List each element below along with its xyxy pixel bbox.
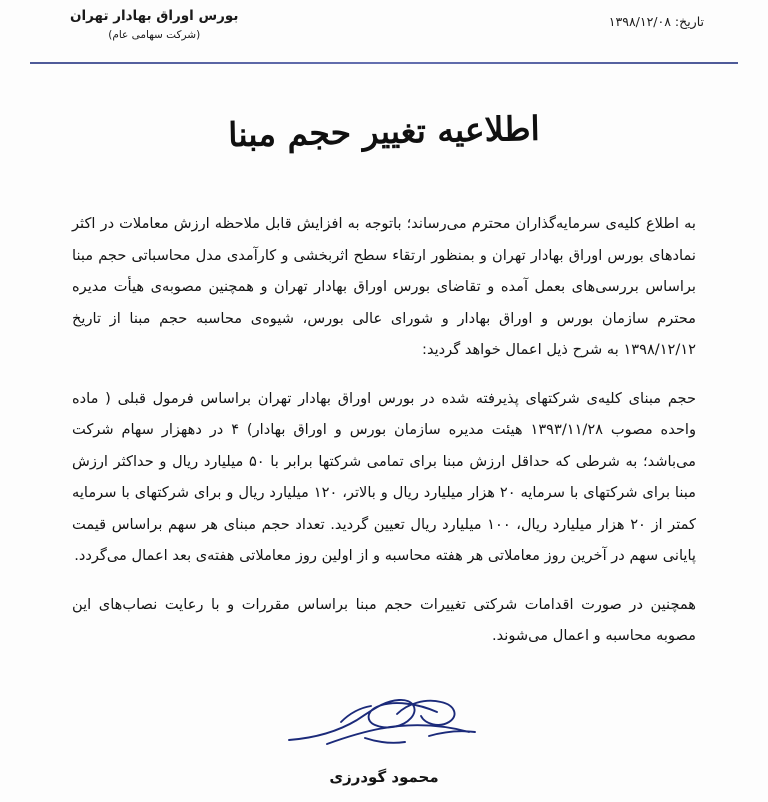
handwritten-signature-icon (0, 692, 768, 758)
document-date: تاریخ: ۱۳۹۸/۱۲/۰۸ (608, 14, 704, 29)
document-header (0, 0, 768, 62)
paragraph-2: حجم مبنای کلیه‌ی شرکتهای پذیرفته شده در بورس اوراق بهادار تهران براساس فرمول قبلی ( ماده واحده مصوب ۱۳۹۳/۱۱/۲۸ هیئت مدیره سازمان بورس و اوراق بهادار) ۴ در دههزار سهام شرکت می‌باشد؛ به شرطی که حداقل ارزش مبنا برای تمامی شرکتها برابر با ۵۰ میلیارد ریال و حداکثر ارزش مبنا برای شرکتهای با سرمایه ۲۰ هزار میلیارد ریال و بالاتر، ۱۲۰ میلیارد ریال و برای شرکتهای با سرمایه کمتر از ۲۰ هزار میلیارد ریال، ۱۰۰ میلیارد ریال تعیین گردید. تعداد حجم مبنای هر سهم براساس قیمت پایانی سهم در آخرین روز معاملاتی هر هفته محاسبه و از اولین روز معاملاتی هفته‌ی بعد اعمال می‌گردد. (72, 389, 696, 565)
paragraph-1: به اطلاع کلیه‌ی سرمایه‌گذاران محترم می‌رساند؛ باتوجه به افزایش قابل ملاحظه ارزش معاملات در اکثر نمادهای بورس اوراق بهادار تهران و بمنظور ارتقاء سطح اثربخشی و کارآمدی مدل محاسباتی حجم مبنا براساس بررسی‌های بعمل آمده و تقاضای بورس اوراق بهادار تهران و همچنین مصوبه‌ی هیأت مدیره محترم سازمان بورس و اوراق بهادار و شورای عالی بورس، شیوه‌ی محاسبه حجم مبنا از تاریخ ۱۳۹۸/۱۲/۱۲ به شرح ذیل اعمال خواهد گردید: (72, 215, 696, 359)
page-title: اطلاعیه تغییر حجم مبنا (227, 108, 541, 155)
signatory-name: محمود گودرزی (329, 768, 439, 786)
header-divider (30, 62, 738, 64)
organization-letterhead (70, 8, 238, 41)
document-body (72, 208, 696, 652)
paragraph-3: همچنین در صورت اقدامات شرکتی تغییرات حجم مبنا براساس مقررات و با رعایت نصاب‌های این مصوبه محاسبه و اعمال می‌شوند. (72, 595, 696, 645)
organization-name: بورس اوراق بهادار تهران (70, 8, 239, 24)
organization-subtitle: (شرکت سهامی عام) (108, 29, 201, 41)
signature-block (0, 698, 768, 794)
